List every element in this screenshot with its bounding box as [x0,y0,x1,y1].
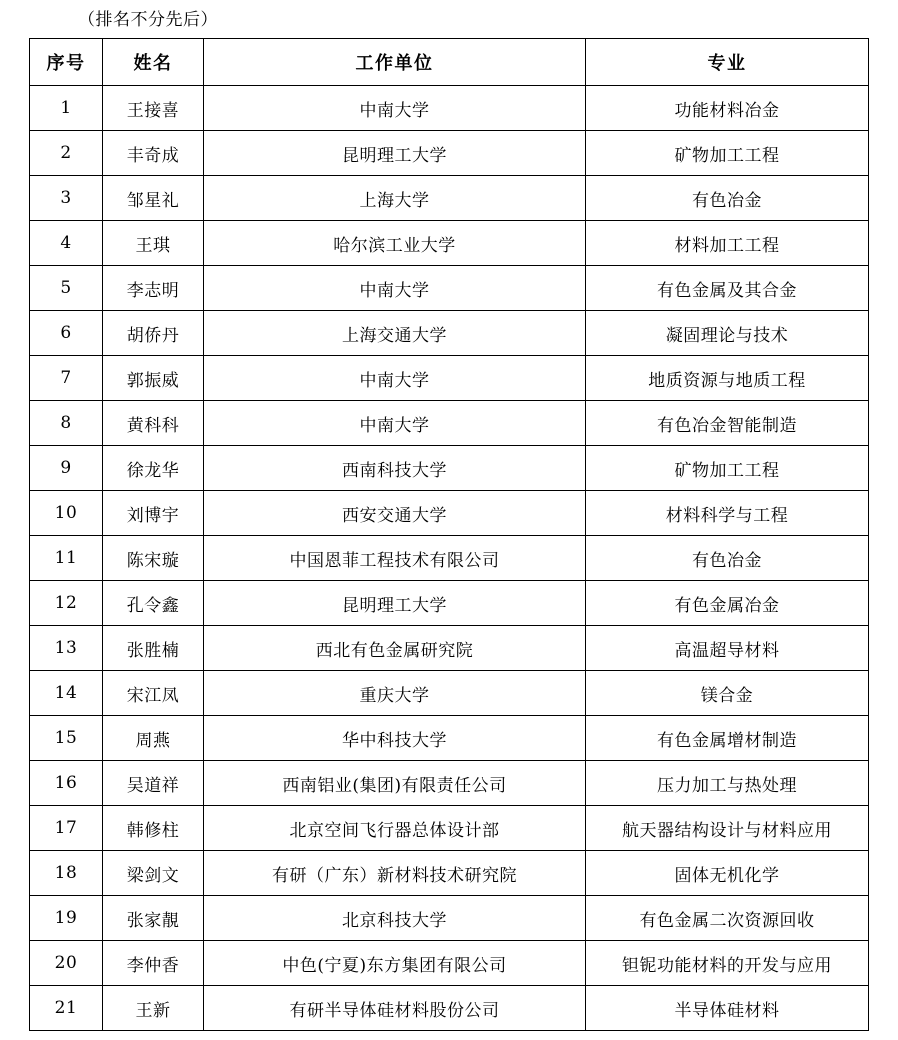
cell-name: 胡侨丹 [103,311,204,356]
cell-major: 材料加工工程 [586,221,869,266]
table-body [30,86,869,1031]
cell-org: 昆明理工大学 [204,581,586,626]
table-row [30,86,869,131]
cell-name: 张家靚 [103,896,204,941]
ordering-note: （排名不分先后） [78,10,218,30]
column-header-no: 序号 [30,39,103,86]
cell-major: 功能材料冶金 [586,86,869,131]
cell-major: 有色金属冶金 [586,581,869,626]
cell-major: 有色金属二次资源回收 [586,896,869,941]
cell-no: 4 [30,221,103,266]
table-row [30,311,869,356]
column-header-major: 专业 [586,39,869,86]
table-header [30,39,869,86]
cell-org: 重庆大学 [204,671,586,716]
cell-name: 郭振威 [103,356,204,401]
cell-name: 张胜楠 [103,626,204,671]
cell-major: 矿物加工工程 [586,446,869,491]
cell-no: 1 [30,86,103,131]
cell-major: 材料科学与工程 [586,491,869,536]
cell-name: 梁剑文 [103,851,204,896]
column-header-name: 姓名 [103,39,204,86]
cell-major: 航天器结构设计与材料应用 [586,806,869,851]
table-row [30,761,869,806]
table-header-row [30,39,869,86]
cell-no: 2 [30,131,103,176]
cell-name: 王接喜 [103,86,204,131]
table-row [30,851,869,896]
cell-org: 中色(宁夏)东方集团有限公司 [204,941,586,986]
cell-name: 陈宋璇 [103,536,204,581]
candidate-roster-table [29,38,869,1031]
cell-major: 有色冶金 [586,536,869,581]
cell-no: 16 [30,761,103,806]
cell-org: 中南大学 [204,86,586,131]
cell-no: 3 [30,176,103,221]
cell-name: 周燕 [103,716,204,761]
cell-major: 有色金属及其合金 [586,266,869,311]
cell-name: 李仲香 [103,941,204,986]
cell-no: 8 [30,401,103,446]
cell-no: 17 [30,806,103,851]
table-row [30,446,869,491]
cell-org: 上海大学 [204,176,586,221]
cell-no: 15 [30,716,103,761]
cell-name: 刘博宇 [103,491,204,536]
table-row [30,266,869,311]
cell-major: 高温超导材料 [586,626,869,671]
cell-major: 钽铌功能材料的开发与应用 [586,941,869,986]
cell-name: 徐龙华 [103,446,204,491]
cell-org: 北京科技大学 [204,896,586,941]
table-row [30,131,869,176]
cell-org: 昆明理工大学 [204,131,586,176]
cell-org: 有研半导体硅材料股份公司 [204,986,586,1031]
cell-no: 18 [30,851,103,896]
cell-name: 王琪 [103,221,204,266]
cell-org: 中国恩菲工程技术有限公司 [204,536,586,581]
cell-name: 丰奇成 [103,131,204,176]
cell-org: 西北有色金属研究院 [204,626,586,671]
cell-major: 有色冶金 [586,176,869,221]
cell-major: 凝固理论与技术 [586,311,869,356]
cell-major: 有色金属增材制造 [586,716,869,761]
cell-no: 5 [30,266,103,311]
cell-no: 9 [30,446,103,491]
table-row [30,176,869,221]
cell-org: 中南大学 [204,356,586,401]
cell-name: 邹星礼 [103,176,204,221]
cell-org: 西南科技大学 [204,446,586,491]
column-header-org: 工作单位 [204,39,586,86]
cell-name: 李志明 [103,266,204,311]
table-row [30,401,869,446]
cell-name: 吴道祥 [103,761,204,806]
cell-org: 北京空间飞行器总体设计部 [204,806,586,851]
cell-org: 华中科技大学 [204,716,586,761]
cell-org: 上海交通大学 [204,311,586,356]
cell-major: 固体无机化学 [586,851,869,896]
table-row [30,581,869,626]
table-row [30,491,869,536]
cell-name: 孔令鑫 [103,581,204,626]
cell-major: 半导体硅材料 [586,986,869,1031]
cell-major: 压力加工与热处理 [586,761,869,806]
cell-no: 14 [30,671,103,716]
cell-major: 镁合金 [586,671,869,716]
cell-name: 王新 [103,986,204,1031]
cell-org: 西南铝业(集团)有限责任公司 [204,761,586,806]
table-row [30,716,869,761]
cell-no: 20 [30,941,103,986]
table-row [30,941,869,986]
table-row [30,536,869,581]
cell-no: 13 [30,626,103,671]
table-row [30,896,869,941]
cell-no: 12 [30,581,103,626]
cell-org: 西安交通大学 [204,491,586,536]
cell-org: 中南大学 [204,401,586,446]
cell-major: 矿物加工工程 [586,131,869,176]
table-row [30,986,869,1031]
cell-no: 11 [30,536,103,581]
cell-major: 有色冶金智能制造 [586,401,869,446]
cell-no: 6 [30,311,103,356]
table-row [30,356,869,401]
cell-org: 中南大学 [204,266,586,311]
cell-no: 19 [30,896,103,941]
cell-name: 宋江凤 [103,671,204,716]
cell-org: 哈尔滨工业大学 [204,221,586,266]
table-row [30,671,869,716]
cell-name: 韩修柱 [103,806,204,851]
table-row [30,806,869,851]
cell-major: 地质资源与地质工程 [586,356,869,401]
table-row [30,221,869,266]
cell-org: 有研（广东）新材料技术研究院 [204,851,586,896]
cell-no: 10 [30,491,103,536]
cell-no: 7 [30,356,103,401]
cell-no: 21 [30,986,103,1031]
cell-name: 黄科科 [103,401,204,446]
table-row [30,626,869,671]
